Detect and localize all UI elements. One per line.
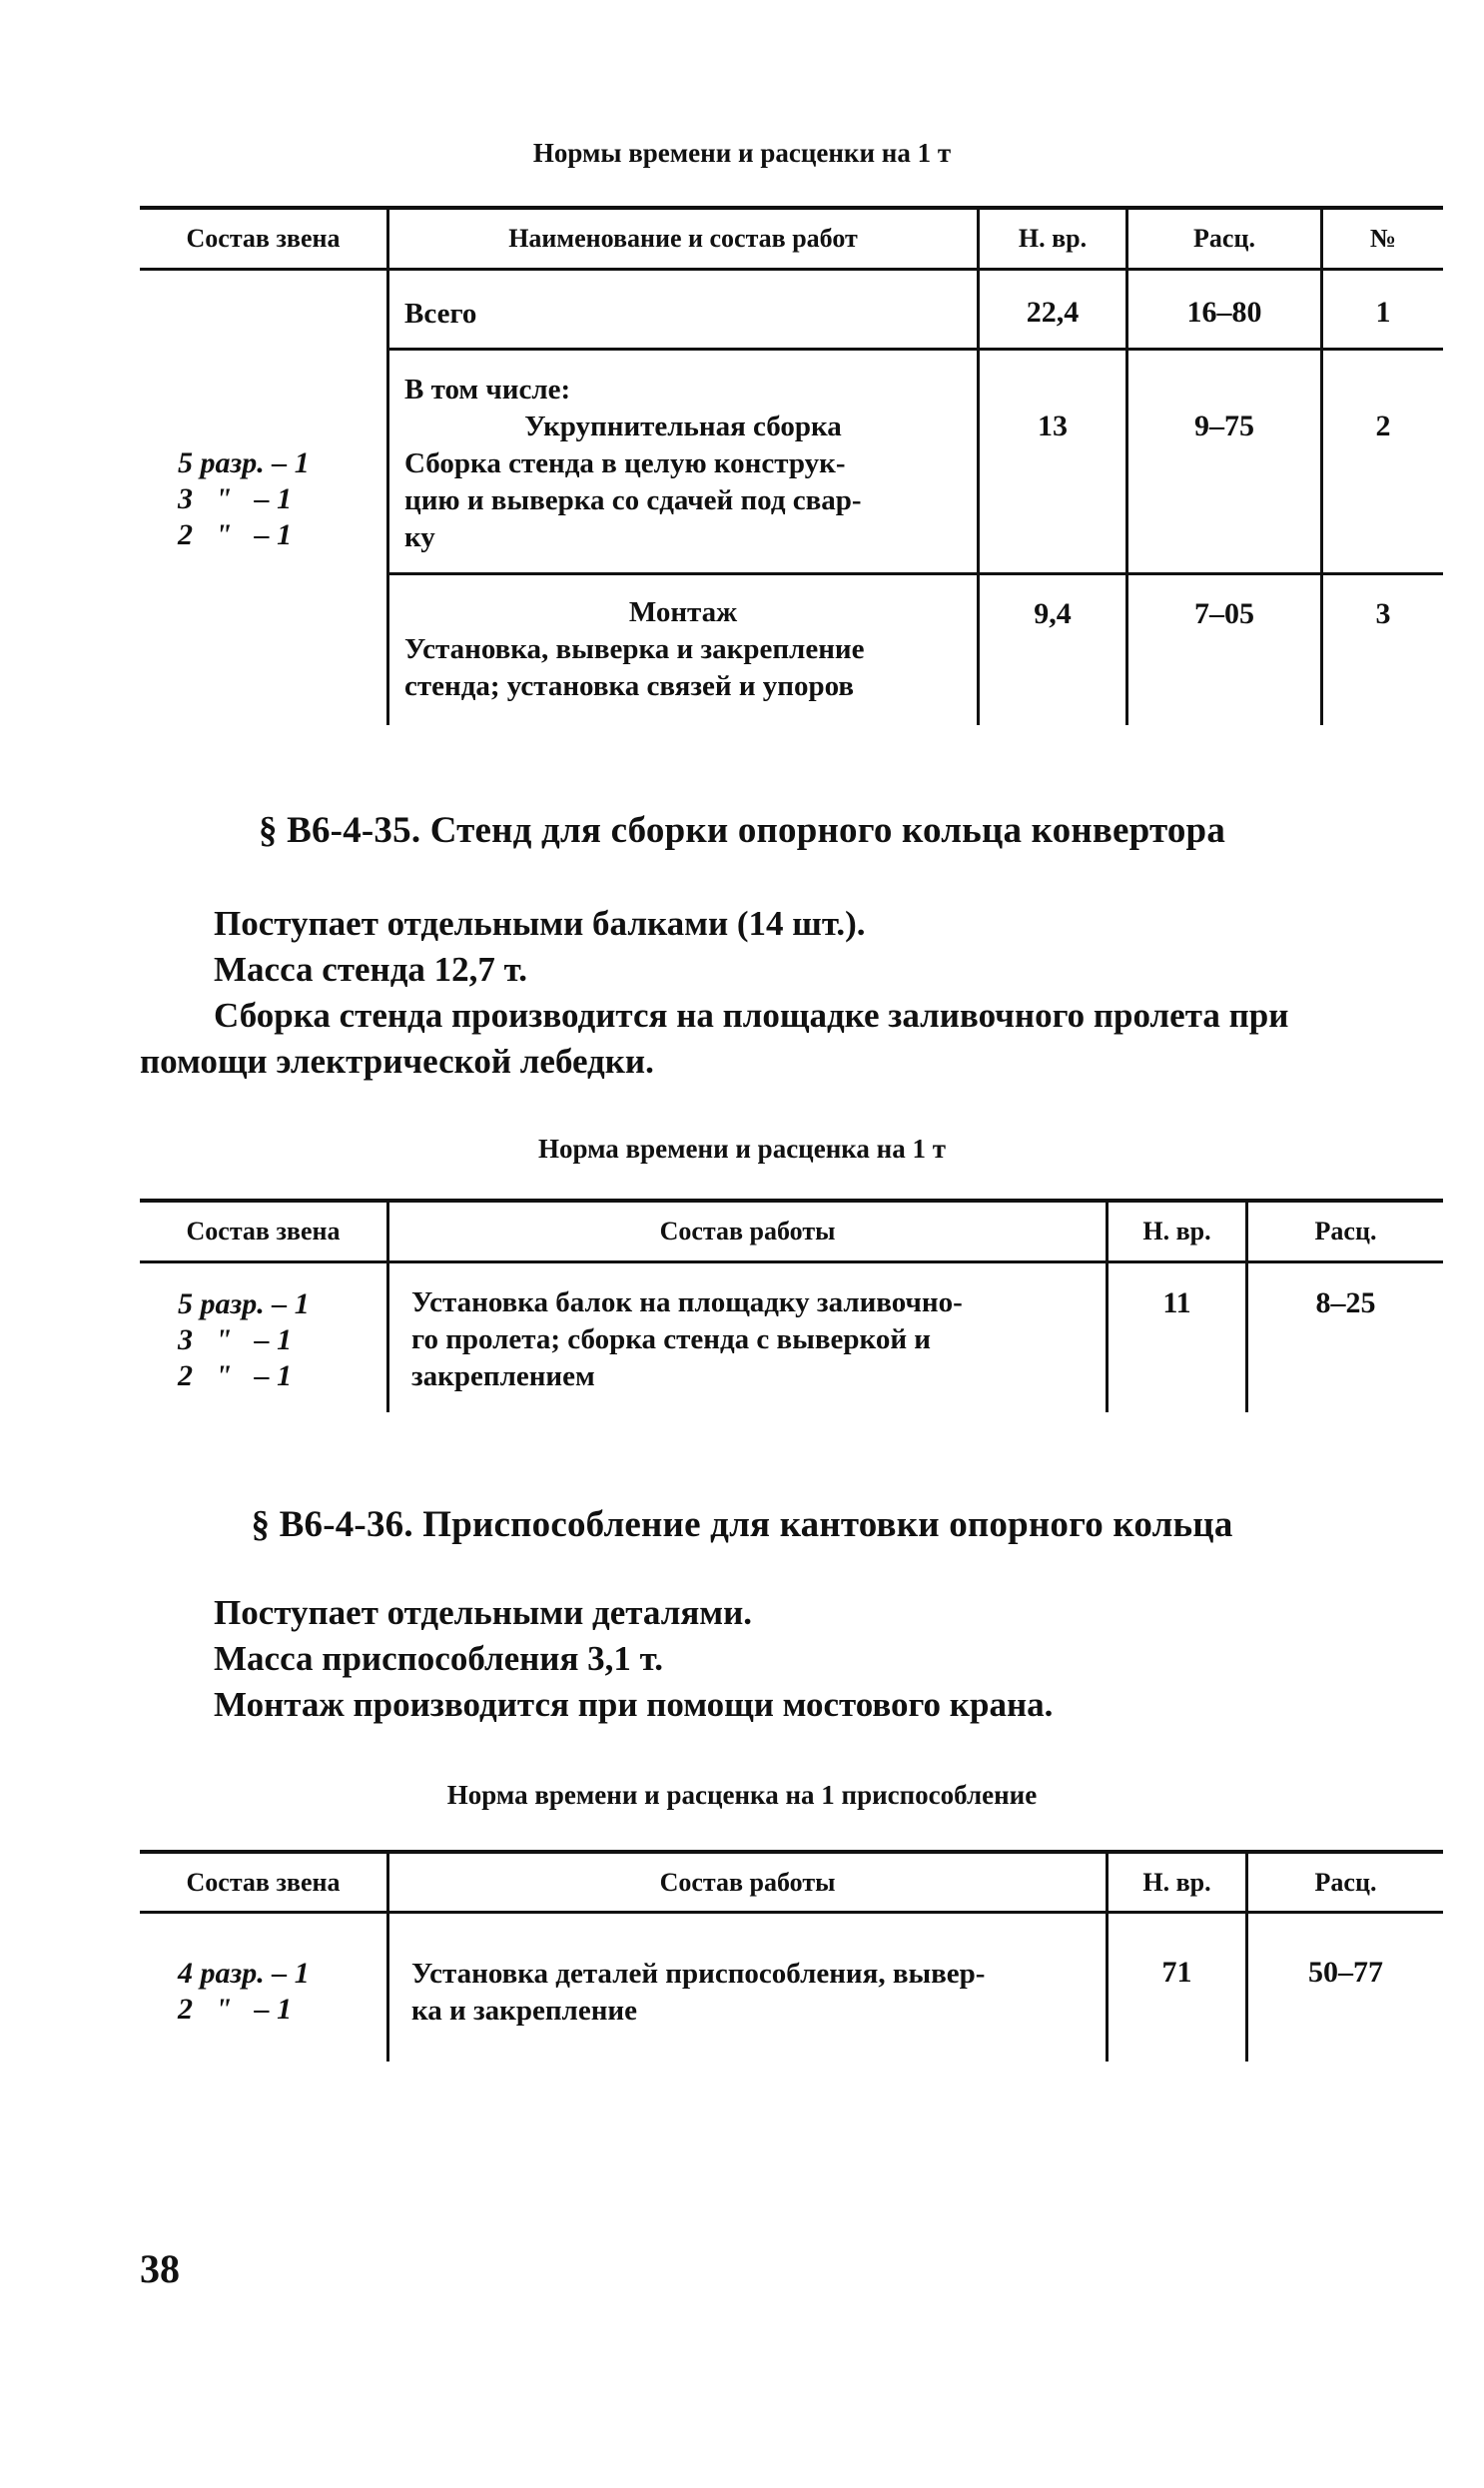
table1-col-divider	[1320, 206, 1323, 725]
table3-rate: 50–77	[1308, 1956, 1383, 1989]
table1-row2-norm: 13	[1038, 410, 1068, 442]
table1-row2-line: Сборка стенда в целую конструк-	[404, 447, 846, 479]
table3-crew-line: 2 " – 1	[178, 1993, 293, 2026]
table2-work-line: Установка балок на площадку заливочно-	[411, 1286, 963, 1318]
table2-rate: 8–25	[1315, 1286, 1376, 1319]
table1-row2-line: ку	[404, 521, 435, 553]
section35-paragraph: Сборка стенда производится на площадке заливочного пролета при	[214, 996, 1289, 1035]
table1-row1-rate: 16–80	[1186, 296, 1262, 329]
table1-top-rule	[140, 206, 1443, 210]
table3-header-work: Состав работы	[659, 1868, 836, 1897]
table1-col-divider	[1125, 206, 1128, 725]
table2-header-crew: Состав звена	[186, 1217, 341, 1245]
table1-row3-subheading: Монтаж	[628, 596, 738, 628]
table1-col-divider	[386, 206, 389, 725]
table2-header-norm: Н. вр.	[1142, 1217, 1211, 1245]
table1-crew-line: 3 " – 1	[178, 482, 293, 515]
table3-work-line: Установка деталей приспособления, вывер-	[411, 1958, 986, 1990]
table2-crew-line: 2 " – 1	[178, 1359, 293, 1392]
section36-paragraph: Монтаж производится при помощи мостового крана.	[214, 1685, 1054, 1724]
section36-paragraph: Поступает отдельными деталями.	[214, 1593, 753, 1632]
table1-caption: Нормы времени и расценки на 1 т	[532, 138, 952, 168]
table1-row1-work: Всего	[404, 298, 477, 330]
section35-paragraph: Масса стенда 12,7 т.	[214, 950, 527, 989]
table1-row1-no: 1	[1375, 296, 1391, 329]
table2-norm: 11	[1162, 1286, 1191, 1319]
table2-header-rate: Расц.	[1314, 1217, 1377, 1245]
table1-header-work: Наименование и состав работ	[508, 224, 858, 253]
table1-row2-line: В том числе:	[404, 374, 571, 406]
table3-norm: 71	[1161, 1956, 1192, 1989]
table3-header-norm: Н. вр.	[1142, 1868, 1211, 1897]
table1-header-no: №	[1369, 224, 1397, 253]
table1-row3-line: стенда; установка связей и упоров	[404, 670, 855, 702]
table3-caption: Норма времени и расценка на 1 приспособление	[446, 1780, 1038, 1810]
table1-crew-line: 5 разр. – 1	[178, 446, 310, 479]
section36-paragraph: Масса приспособления 3,1 т.	[214, 1639, 663, 1678]
table2-work-line: го пролета; сборка стенда с выверкой и	[411, 1323, 931, 1355]
section35-title: § В6-4-35. Стенд для сборки опорного кольца конвертора	[258, 810, 1226, 851]
table1-row3-rate: 7–05	[1194, 597, 1254, 630]
table2-caption: Норма времени и расценка на 1 т	[537, 1134, 946, 1164]
table1-row-rule	[386, 348, 1443, 351]
table1-row2-rate: 9–75	[1194, 410, 1254, 442]
table3-header-rate: Расц.	[1314, 1868, 1377, 1897]
table1-header-crew: Состав звена	[186, 224, 341, 253]
table1-row3-line: Установка, выверка и закрепление	[404, 633, 865, 665]
table3-work-line: ка и закрепление	[411, 1995, 637, 2027]
table1-row1-norm: 22,4	[1026, 296, 1080, 329]
table1-header-norm: Н. вр.	[1018, 224, 1088, 253]
table2-work-line: закреплением	[411, 1360, 595, 1392]
table2-crew-line: 3 " – 1	[178, 1323, 293, 1356]
table2-header-work: Состав работы	[659, 1217, 836, 1245]
table1-crew-line: 2 " – 1	[178, 518, 293, 551]
table1-row3-norm: 9,4	[1034, 597, 1072, 630]
table1-row-rule	[386, 572, 1443, 575]
table3-crew-line: 4 разр. – 1	[178, 1957, 310, 1990]
section35-paragraph: Поступает отдельными балками (14 шт.).	[214, 904, 866, 943]
table3-header-crew: Состав звена	[186, 1868, 341, 1897]
table1-col-divider	[977, 206, 980, 725]
section35-paragraph: помощи электрической лебедки.	[140, 1042, 654, 1081]
section36-title: § В6-4-36. Приспособление для кантовки опорного кольца	[251, 1504, 1233, 1545]
table1-row2-no: 2	[1375, 410, 1391, 442]
table1-header-rule	[140, 268, 1443, 271]
table1-row2-line: цию и выверка со сдачей под свар-	[404, 484, 862, 516]
table1-row2-subheading: Укрупнительная сборка	[524, 411, 842, 442]
page-number: 38	[140, 2246, 180, 2291]
table1-header-rate: Расц.	[1193, 224, 1255, 253]
table1-row3-no: 3	[1375, 597, 1391, 630]
table2-crew-line: 5 разр. – 1	[178, 1287, 310, 1320]
